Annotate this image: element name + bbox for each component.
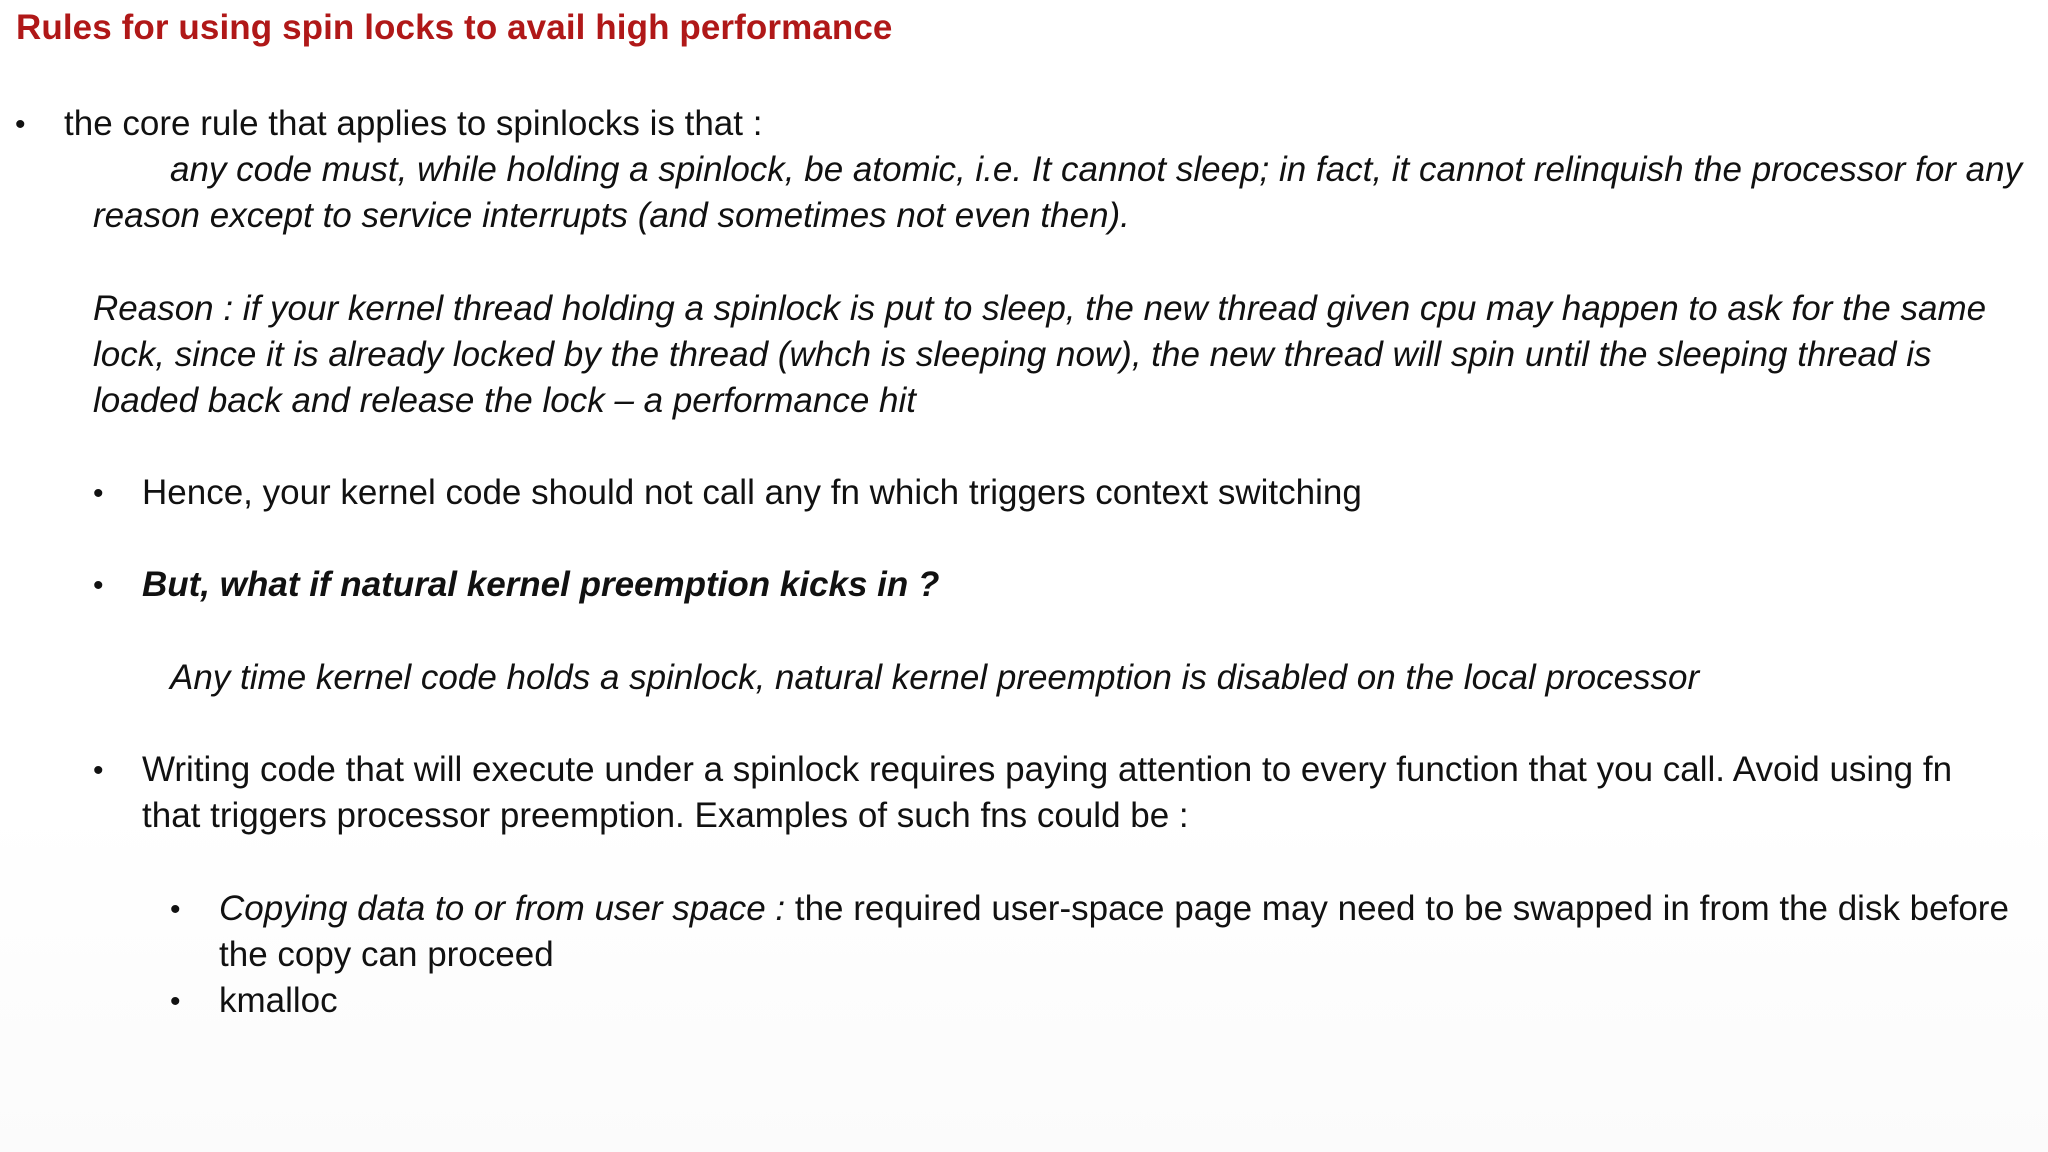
- reason-line2: lock, since it is already locked by the thread (whch is sleeping now), the new thread will spin until the sleeping thread is: [93, 335, 1932, 374]
- writing-line1: Writing code that will execute under a spinlock requires paying attention to every function that you call. Avoid using fn: [142, 750, 1953, 789]
- copy-example-label: Copying data to or from user space :: [219, 889, 786, 928]
- copy-example-text: the required user-space page may need to be swapped in from the disk before: [785, 889, 2009, 928]
- kmalloc-example: kmalloc: [219, 981, 338, 1020]
- copy-example-line2: the copy can proceed: [219, 935, 554, 974]
- bullet-icon: •: [170, 985, 181, 1018]
- copy-example-line1: [219, 886, 2009, 932]
- preemption-answer: Any time kernel code holds a spinlock, natural kernel preemption is disabled on the local processor: [170, 658, 1700, 697]
- core-rule-quote-line1: any code must, while holding a spinlock, be atomic, i.e. It cannot sleep; in fact, it cannot relinquish the processor for any: [170, 150, 2023, 189]
- slide-title: Rules for using spin locks to avail high performance: [16, 8, 893, 47]
- bullet-icon: •: [93, 754, 104, 787]
- core-rule-quote-line2: reason except to service interrupts (and sometimes not even then).: [93, 196, 1130, 235]
- preemption-question: But, what if natural kernel preemption kicks in ?: [142, 565, 940, 604]
- bullet-icon: •: [170, 893, 181, 926]
- core-rule-intro: the core rule that applies to spinlocks is that :: [64, 104, 763, 143]
- bullet-icon: •: [93, 477, 104, 510]
- writing-line2: that triggers processor preemption. Examples of such fns could be :: [142, 796, 1189, 835]
- reason-line1: Reason : if your kernel thread holding a spinlock is put to sleep, the new thread given cpu may happen to ask for the same: [93, 289, 1987, 328]
- reason-line3: loaded back and release the lock – a performance hit: [93, 381, 917, 420]
- bullet-icon: •: [15, 108, 26, 141]
- bullet-icon: •: [93, 569, 104, 602]
- hence-text: Hence, your kernel code should not call any fn which triggers context switching: [142, 473, 1362, 512]
